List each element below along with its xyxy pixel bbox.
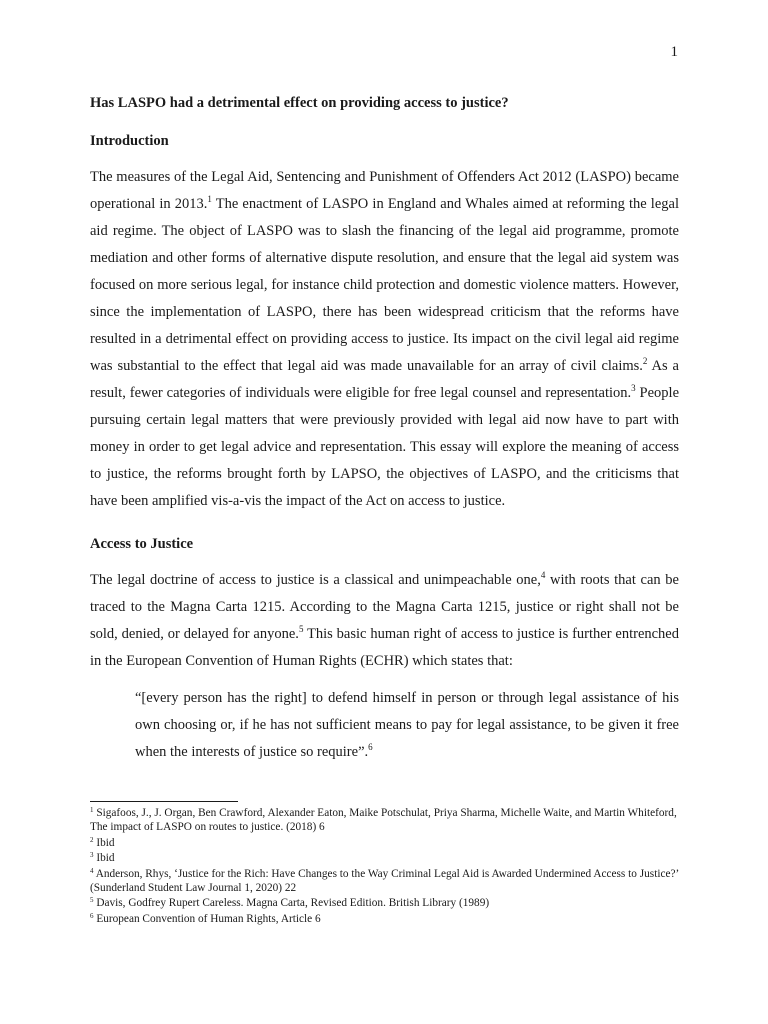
footnote-1 — [90, 806, 679, 834]
intro-text-d: People pursuing certain legal matters that were previously provided with legal aid now have to part with money in order to get legal advice and representation. This essay will explore the meaning of access to justice, the reforms brought forth by LAPSO, the objectives of LASPO, and the criticisms that have been amplified vis-a-vis the impact of the Act on access to justice. — [90, 385, 680, 509]
footnote-5 — [90, 896, 679, 910]
footnote-number: 6 — [90, 911, 94, 920]
quote-text: “[every person has the right] to defend himself in person or through legal assistance of his own choosing or, if he has not sufficient means to pay for legal assistance, to be given it free when the interests of justice so require”. — [135, 690, 679, 760]
footnote-ref-6: 6 — [368, 742, 373, 752]
footnote-6 — [90, 912, 679, 926]
intro-text-b: The enactment of LASPO in England and Whales aimed at reforming the legal aid regime. The object of LASPO was to slash the financing of the legal aid programme, promote mediation and other forms of alternative dispute resolution, and ensure that the legal aid system was focused on more serious legal, for instance child protection and domestic violence matters. However, since the implementation of LASPO, there has been widespread criticism that the reforms have resulted in a detrimental effect on providing access to justice. Its impact on the civil legal aid regime was substantial to the effect that legal aid was made unavailable for an array of civil claims. — [90, 196, 679, 374]
document-title: Has LASPO had a detrimental effect on providing access to justice? — [90, 95, 509, 111]
footnote-2 — [90, 836, 679, 850]
footnote-ref-4: 4 — [540, 570, 546, 580]
footnote-separator — [90, 801, 238, 802]
document-body — [90, 92, 679, 766]
page-number: 1 — [670, 44, 678, 60]
echr-quote — [135, 685, 679, 766]
footnote-3 — [90, 851, 679, 865]
footnotes — [90, 806, 679, 927]
footnote-text: Davis, Godfrey Rupert Careless. Magna Carta, Revised Edition. British Library (1989) — [93, 897, 490, 909]
footnote-text: European Convention of Human Rights, Article 6 — [93, 912, 321, 925]
intro-text-a: The measures of the Legal Aid, Sentencing and Punishment of Offenders Act 2012 (LASPO) became operational in 2013. — [90, 169, 679, 212]
footnote-ref-2: 2 — [642, 356, 648, 366]
introduction-heading: Introduction — [90, 133, 169, 149]
footnote-number: 5 — [90, 896, 94, 904]
footnote-number: 3 — [90, 851, 94, 859]
footnote-ref-1: 1 — [207, 194, 212, 204]
footnote-number: 2 — [90, 835, 94, 844]
introduction-paragraph — [90, 164, 679, 515]
footnote-number: 4 — [90, 866, 94, 875]
footnote-4 — [90, 867, 679, 895]
access-text-b: with roots that can be traced to the Magna Carta 1215. According to the Magna Carta 1215, justice or right shall not be sold, denied, or delayed for anyone. — [90, 572, 679, 642]
access-to-justice-paragraph — [90, 567, 679, 675]
access-text-a: The legal doctrine of access to justice is a classical and unimpeachable one, — [90, 572, 541, 588]
access-to-justice-heading: Access to Justice — [90, 536, 194, 552]
footnote-text: Ibid — [93, 836, 115, 849]
footnote-text: Ibid — [93, 852, 115, 864]
footnote-text: Sigafoos, J., J. Organ, Ben Crawford, Alexander Eaton, Maike Potschulat, Priya Sharma, Michelle Waite, and Martin Whiteford, The impact of LASPO on routes to justice. (2018) 6 — [90, 807, 677, 833]
intro-text-c: As a result, fewer categories of individuals were eligible for free legal counsel and representation. — [90, 358, 679, 401]
footnote-ref-3: 3 — [631, 383, 636, 393]
footnote-text: Anderson, Rhys, ‘Justice for the Rich: Have Changes to the Way Criminal Legal Aid is Awarded Undermined Access to Justice?’ (Sunderland Student Law Journal 1, 2020) 22 — [90, 867, 679, 894]
footnote-ref-5: 5 — [298, 624, 304, 634]
footnote-number: 1 — [90, 806, 94, 814]
access-text-c: This basic human right of access to justice is further entrenched in the European Convention of Human Rights (ECHR) which states that: — [90, 626, 679, 669]
